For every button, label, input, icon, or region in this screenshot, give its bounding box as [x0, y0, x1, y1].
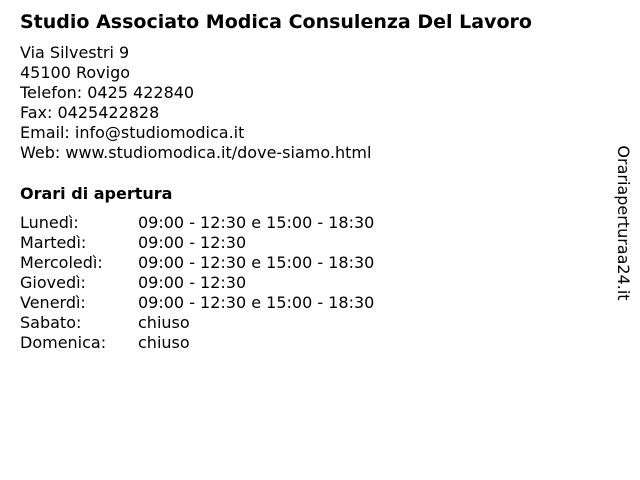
time-value: chiuso: [138, 333, 190, 352]
opening-hours-list: [20, 213, 440, 353]
hours-row-sunday: [20, 333, 440, 353]
hours-row-friday: [20, 293, 440, 313]
hours-row-monday: [20, 213, 440, 233]
website-url: Web: www.studiomodica.it/dove-siamo.html: [20, 143, 372, 162]
day-label: Mercoledì:: [20, 253, 103, 272]
site-watermark: Orariaperturaa24.it: [614, 145, 633, 301]
day-label: Domenica:: [20, 333, 107, 352]
hours-row-thursday: [20, 273, 440, 293]
contact-block: [20, 43, 371, 163]
page-title: Studio Associato Modica Consulenza Del Lavoro: [20, 11, 532, 33]
time-value: 09:00 - 12:30: [138, 233, 247, 252]
day-label: Sabato:: [20, 313, 82, 332]
time-value: 09:00 - 12:30: [138, 273, 247, 292]
hours-row-saturday: [20, 313, 440, 333]
email-address: Email: info@studiomodica.it: [20, 123, 245, 142]
opening-hours-heading: Orari di apertura: [20, 184, 173, 203]
time-value: 09:00 - 12:30 e 15:00 - 18:30: [138, 213, 375, 232]
address-city: 45100 Rovigo: [20, 63, 131, 82]
day-label: Giovedì:: [20, 273, 86, 292]
time-value: 09:00 - 12:30 e 15:00 - 18:30: [138, 293, 375, 312]
day-label: Lunedì:: [20, 213, 79, 232]
address-street: Via Silvestri 9: [20, 43, 130, 62]
time-value: 09:00 - 12:30 e 15:00 - 18:30: [138, 253, 375, 272]
phone-number: Telefon: 0425 422840: [20, 83, 195, 102]
time-value: chiuso: [138, 313, 190, 332]
hours-row-tuesday: [20, 233, 440, 253]
day-label: Venerdì:: [20, 293, 86, 312]
day-label: Martedì:: [20, 233, 87, 252]
fax-number: Fax: 0425422828: [20, 103, 160, 122]
hours-row-wednesday: [20, 253, 440, 273]
